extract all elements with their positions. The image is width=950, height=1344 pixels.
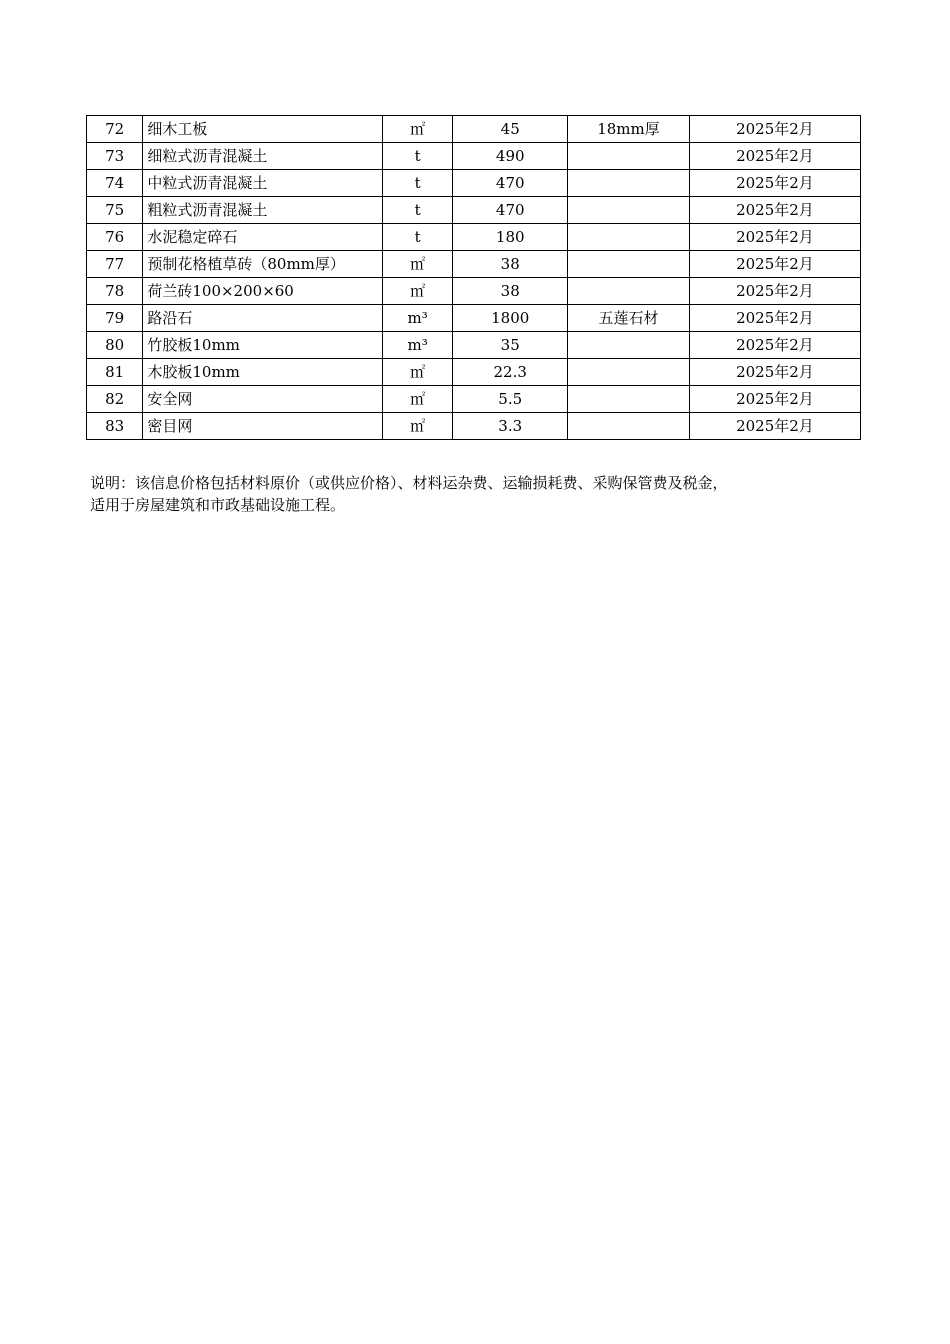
table-row: [87, 359, 861, 386]
item-number: 76: [87, 224, 143, 251]
table-row: [87, 332, 861, 359]
item-name: 粗粒式沥青混凝土: [143, 197, 383, 224]
item-price: 3.3: [453, 413, 568, 440]
item-remark: 五莲石材: [568, 305, 690, 332]
item-remark: [568, 251, 690, 278]
item-number: 78: [87, 278, 143, 305]
price-table: [86, 115, 861, 440]
item-name: 细粒式沥青混凝土: [143, 143, 383, 170]
table-row: [87, 305, 861, 332]
item-number: 81: [87, 359, 143, 386]
table-row: [87, 224, 861, 251]
item-unit: t: [382, 170, 452, 197]
item-remark: [568, 224, 690, 251]
item-number: 79: [87, 305, 143, 332]
table-row: [87, 197, 861, 224]
item-name: 荷兰砖100×200×60: [143, 278, 383, 305]
item-date: 2025年2月: [689, 197, 860, 224]
table-row: [87, 251, 861, 278]
footnote: [90, 472, 880, 516]
item-name: 竹胶板10mm: [143, 332, 383, 359]
item-name: 水泥稳定碎石: [143, 224, 383, 251]
table-row: [87, 386, 861, 413]
item-date: 2025年2月: [689, 251, 860, 278]
item-price: 470: [453, 197, 568, 224]
table-row: [87, 278, 861, 305]
item-number: 72: [87, 116, 143, 143]
item-unit: ㎡: [382, 359, 452, 386]
table-row: [87, 413, 861, 440]
item-date: 2025年2月: [689, 386, 860, 413]
item-unit: t: [382, 143, 452, 170]
table-row: [87, 116, 861, 143]
item-name: 预制花格植草砖（80mm厚）: [143, 251, 383, 278]
item-date: 2025年2月: [689, 332, 860, 359]
item-date: 2025年2月: [689, 305, 860, 332]
item-unit: ㎡: [382, 386, 452, 413]
item-remark: [568, 413, 690, 440]
item-price: 35: [453, 332, 568, 359]
item-price: 490: [453, 143, 568, 170]
item-date: 2025年2月: [689, 413, 860, 440]
footnote-line-2: 适用于房屋建筑和市政基础设施工程。: [90, 496, 346, 514]
item-number: 83: [87, 413, 143, 440]
item-unit: ㎡: [382, 116, 452, 143]
item-unit: ㎡: [382, 251, 452, 278]
item-name: 细木工板: [143, 116, 383, 143]
item-name: 路沿石: [143, 305, 383, 332]
item-remark: [568, 359, 690, 386]
item-number: 73: [87, 143, 143, 170]
item-remark: [568, 278, 690, 305]
item-price: 1800: [453, 305, 568, 332]
table-row: [87, 170, 861, 197]
item-number: 75: [87, 197, 143, 224]
item-unit: ㎡: [382, 413, 452, 440]
item-date: 2025年2月: [689, 170, 860, 197]
item-name: 安全网: [143, 386, 383, 413]
item-remark: [568, 197, 690, 224]
item-unit: t: [382, 224, 452, 251]
item-number: 77: [87, 251, 143, 278]
price-table-body: [87, 116, 861, 440]
item-price: 22.3: [453, 359, 568, 386]
item-date: 2025年2月: [689, 116, 860, 143]
item-name: 中粒式沥青混凝土: [143, 170, 383, 197]
item-unit: t: [382, 197, 452, 224]
item-date: 2025年2月: [689, 224, 860, 251]
item-date: 2025年2月: [689, 143, 860, 170]
item-number: 74: [87, 170, 143, 197]
item-remark: 18mm厚: [568, 116, 690, 143]
item-date: 2025年2月: [689, 278, 860, 305]
item-remark: [568, 143, 690, 170]
item-remark: [568, 386, 690, 413]
item-number: 80: [87, 332, 143, 359]
item-name: 木胶板10mm: [143, 359, 383, 386]
item-unit: ㎡: [382, 278, 452, 305]
item-number: 82: [87, 386, 143, 413]
footnote-line-1: 说明：该信息价格包括材料原价（或供应价格）、材料运杂费、运输损耗费、采购保管费及税金，: [90, 474, 728, 492]
item-unit: m³: [382, 305, 452, 332]
item-price: 45: [453, 116, 568, 143]
item-remark: [568, 332, 690, 359]
item-date: 2025年2月: [689, 359, 860, 386]
item-name: 密目网: [143, 413, 383, 440]
item-price: 5.5: [453, 386, 568, 413]
item-remark: [568, 170, 690, 197]
item-price: 38: [453, 251, 568, 278]
item-price: 180: [453, 224, 568, 251]
item-price: 470: [453, 170, 568, 197]
item-unit: m³: [382, 332, 452, 359]
item-price: 38: [453, 278, 568, 305]
table-row: [87, 143, 861, 170]
